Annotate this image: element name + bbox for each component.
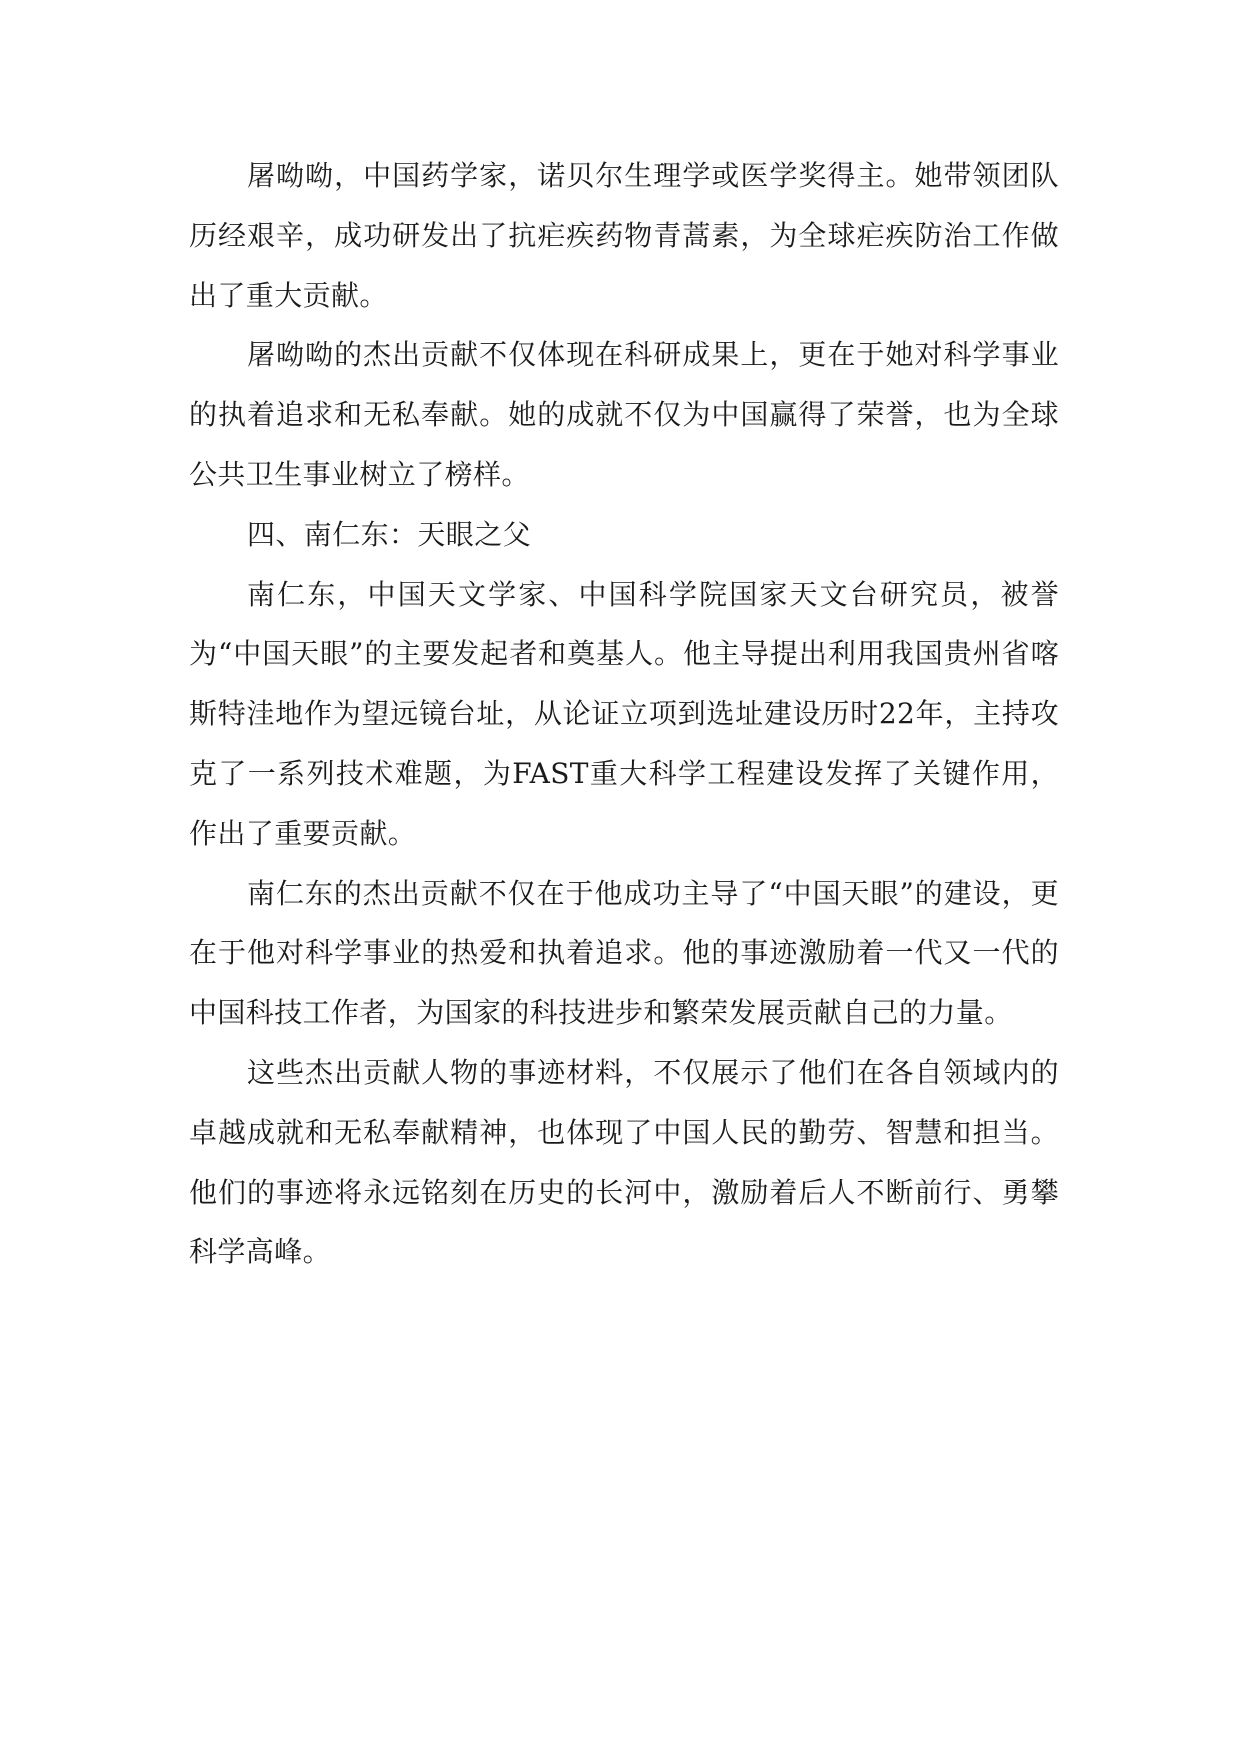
paragraph-tu-youyou-contribution: 屠呦呦的杰出贡献不仅体现在科研成果上，更在于她对科学事业的执着追求和无私奉献。她的成就不仅为中国赢得了荣誉，也为全球公共卫生事业树立了榜样。 <box>189 338 1059 491</box>
paragraph-tu-youyou-intro: 屠呦呦，中国药学家，诺贝尔生理学或医学奖得主。她带领团队历经艰辛，成功研发出了抗疟疾药物青蒿素，为全球疟疾防治工作做出了重大贡献。 <box>189 159 1059 312</box>
section-heading-nan-rendong: 四、南仁东：天眼之父 <box>247 517 532 551</box>
paragraph-nan-rendong-contribution: 南仁东的杰出贡献不仅在于他成功主导了“中国天眼”的建设，更在于他对科学事业的热爱和执着追求。他的事迹激励着一代又一代的中国科技工作者，为国家的科技进步和繁荣发展贡献自己的力量。 <box>189 876 1059 1030</box>
paragraph-conclusion: 这些杰出贡献人物的事迹材料，不仅展示了他们在各自领域内的卓越成就和无私奉献精神，也体现了中国人民的勤劳、智慧和担当。他们的事迹将永远铭刻在历史的长河中，激励着后人不断前行、勇攀科学高峰。 <box>189 1055 1059 1269</box>
document-body <box>189 146 1059 1282</box>
paragraph-nan-rendong-intro: 南仁东，中国天文学家、中国科学院国家天文台研究员，被誉为“中国天眼”的主要发起者和奠基人。他主导提出利用我国贵州省喀斯特洼地作为望远镜台址，从论证立项到选址建设历时22年，主持攻克了一系列技术难题，为FAST重大科学工程建设发挥了关键作用，作出了重要贡献。 <box>189 577 1059 850</box>
